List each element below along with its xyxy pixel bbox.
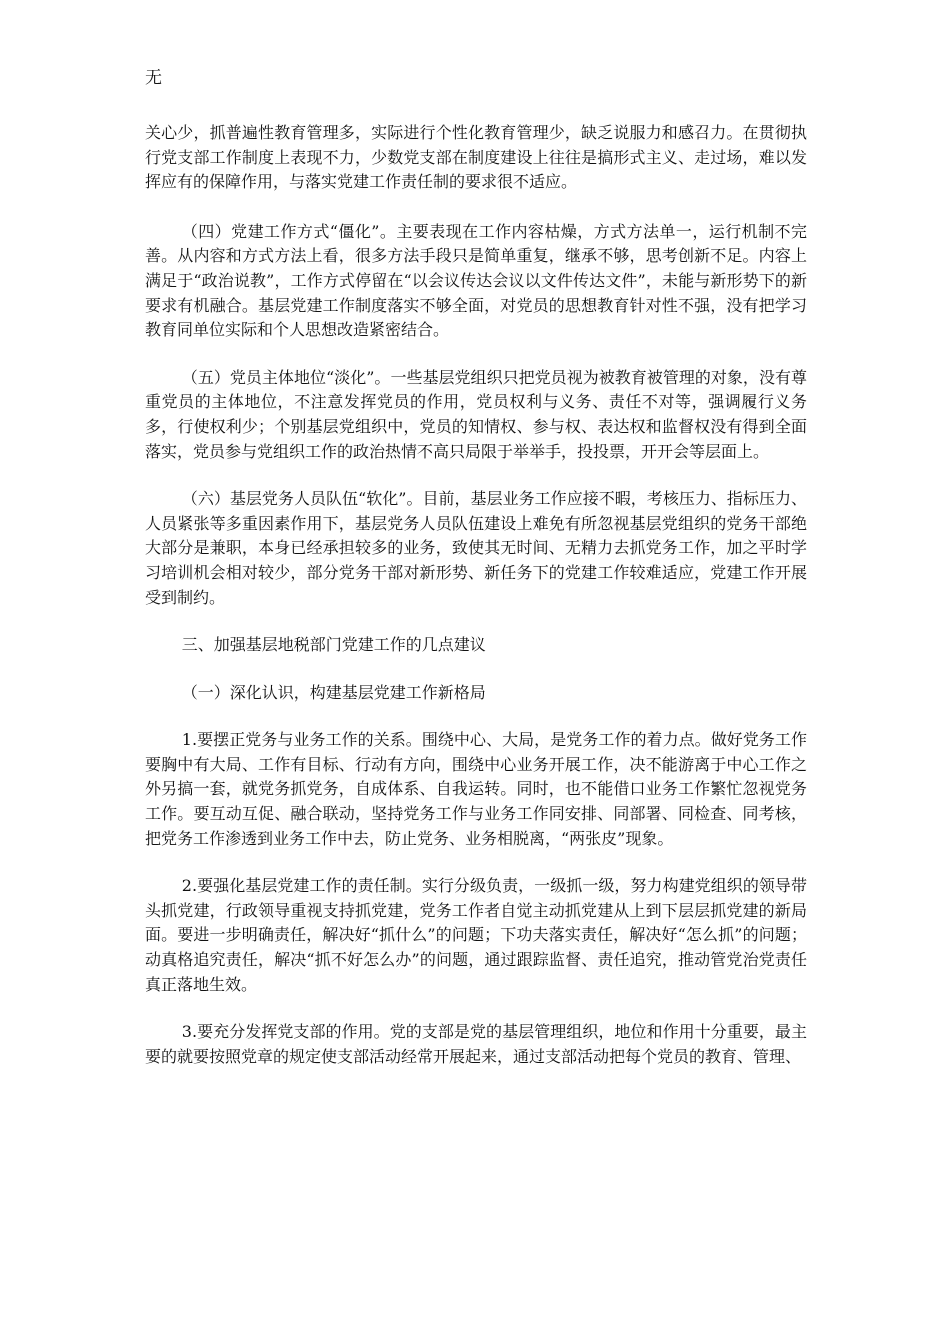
heading-subsection-1: （一）深化认识，构建基层党建工作新格局 xyxy=(181,682,486,702)
heading-part-3: 三、加强基层地税部门党建工作的几点建议 xyxy=(181,635,486,655)
paragraph-item-1: 1.要摆正党务与业务工作的关系。围绕中心、大局，是党务工作的着力点。做好党务工作要胸中有大局、工作有目标、行动有方向，围绕中心业务开展工作，决不能游离于中心工作之外另搞一套，就党务抓党务，自成体系、自我运转。同时，也不能借口业务工作繁忙忽视党务工作。要互动互促、融合联动，坚持党务工作与业务工作同安排、同部署、同检查、同考核，把党务工作渗透到业务工作中去，防止党务、业务相脱离，“两张皮”现象。 xyxy=(145,730,807,848)
paragraph-section-6: （六）基层党务人员队伍“软化”。目前，基层业务工作应接不暇，考核压力、指标压力、人员紧张等多重因素作用下，基层党务人员队伍建设上难免有所忽视基层党组织的党务干部绝大部分是兼职，本身已经承担较多的业务，致使其无时间、无精力去抓党务工作，加之平时学习培训机会相对较少，部分党务干部对新形势、新任务下的党建工作较难适应，党建工作开展受到制约。 xyxy=(145,489,807,607)
document-body xyxy=(145,121,807,1092)
paragraph-item-3: 3.要充分发挥党支部的作用。党的支部是党的基层管理组织，地位和作用十分重要，最主要的就要按照党章的规定使支部活动经常开展起来，通过支部活动把每个党员的教育、管理、 xyxy=(145,1022,807,1066)
paragraph-section-4: （四）党建工作方式“僵化”。主要表现在工作内容枯燥，方式方法单一，运行机制不完善。从内容和方式方法上看，很多方法手段只是简单重复，继承不够，思考创新不足。内容上满足于“政治说教”，工作方式停留在“以会议传达会议以文件传达文件”，未能与新形势下的新要求有机融合。基层党建工作制度落实不够全面，对党员的思想教育针对性不强，没有把学习教育同单位实际和个人思想改造紧密结合。 xyxy=(145,221,807,340)
page-header: 无 xyxy=(145,68,162,88)
paragraph-item-2: 2.要强化基层党建工作的责任制。实行分级负责，一级抓一级，努力构建党组织的领导带头抓党建，行政领导重视支持抓党建，党务工作者自觉主动抓党建从上到下层层抓党建的新局面。要进一步明确责任，解决好“抓什么”的问题；下功夫落实责任，解决好“怎么抓”的问题；动真格追究责任，解决“抓不好怎么办”的问题，通过跟踪监督、责任追究，推动管党治党责任真正落地生效。 xyxy=(145,876,807,994)
paragraph-section-5: （五）党员主体地位“淡化”。一些基层党组织只把党员视为被教育被管理的对象，没有尊重党员的主体地位，不注意发挥党员的作用，党员权利与义务、责任不对等，强调履行义务多，行使权利少；个别基层党组织中，党员的知情权、参与权、表达权和监督权没有得到全面落实，党员参与党组织工作的政治热情不高只局限于举举手，投投票，开开会等层面上。 xyxy=(145,367,807,461)
paragraph-continuation: 关心少，抓普遍性教育管理多，实际进行个性化教育管理少，缺乏说服力和感召力。在贯彻执行党支部工作制度上表现不力，少数党支部在制度建设上往往是搞形式主义、走过场，难以发挥应有的保障作用，与落实党建工作责任制的要求很不适应。 xyxy=(145,123,807,192)
